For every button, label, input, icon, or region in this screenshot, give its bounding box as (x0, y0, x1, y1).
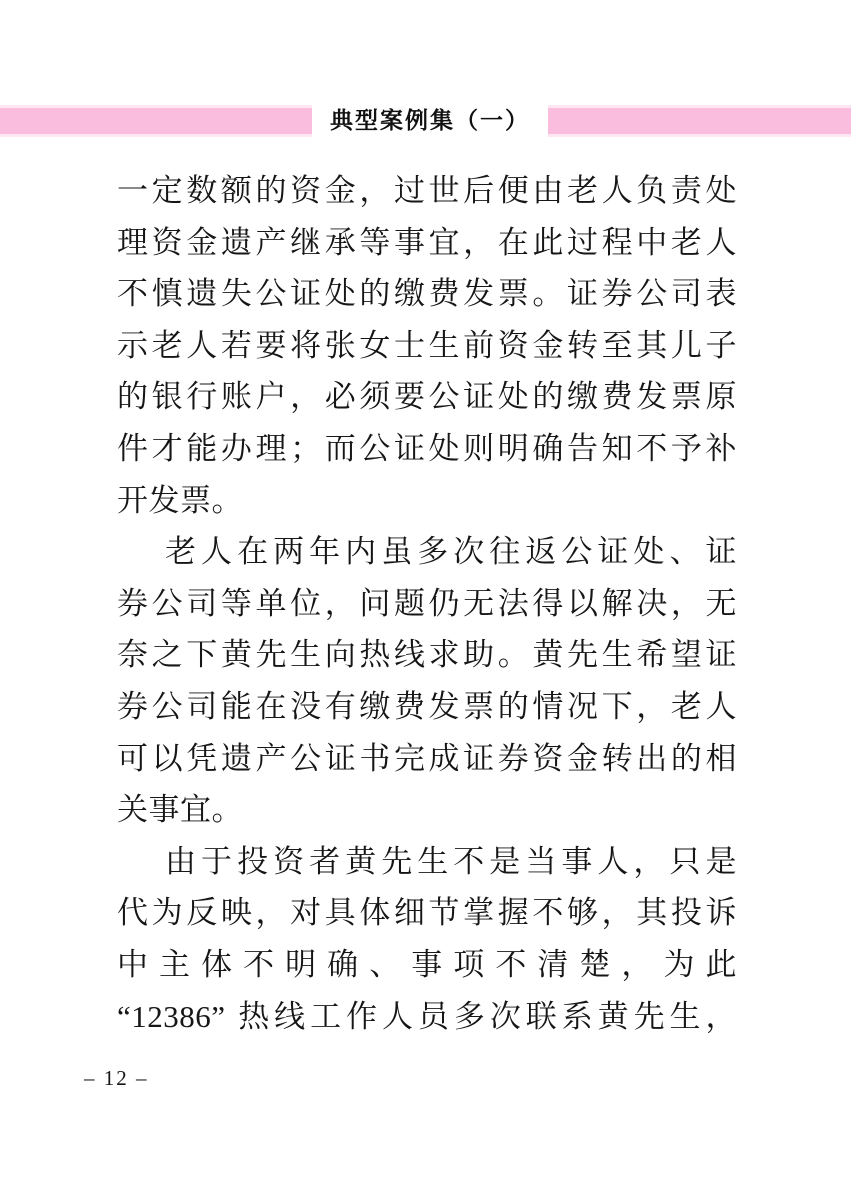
text-line: “12386” 热线工作人员多次联系黄先生， (117, 998, 737, 1034)
body-text (117, 165, 737, 1042)
text-line: 示老人若要将张女士生前资金转至其儿子 (117, 327, 737, 363)
text-line: 一定数额的资金，过世后便由老人负责处 (117, 173, 737, 208)
text-line: 老人在两年内虽多次往返公证处、证 (165, 534, 737, 570)
text-line: 的银行账户，必须要公证处的缴费发票原 (117, 379, 737, 415)
text-line: 由于投资者黄先生不是当事人，只是 (165, 843, 737, 879)
text-line: 代为反映，对具体细节掌握不够，其投诉 (117, 895, 737, 931)
text-line: 理资金遗产继承等事宜，在此过程中老人 (117, 224, 737, 260)
running-head-title: 典型案例集（一） (330, 108, 530, 133)
text-line: 开发票。 (117, 482, 243, 518)
text-line: 不慎遗失公证处的缴费发票。证券公司表 (117, 276, 737, 312)
running-head (0, 105, 851, 137)
text-line: 可以凭遗产公证书完成证券资金转出的相 (117, 740, 737, 776)
page-number: – 12 – (84, 1066, 149, 1090)
text-line: 券公司等单位，问题仍无法得以解决，无 (117, 585, 737, 621)
header-rule-right (548, 105, 851, 137)
header-rule-left (0, 105, 312, 137)
text-line: 券公司能在没有缴费发票的情况下，老人 (117, 688, 737, 724)
text-line: 关事宜。 (117, 792, 243, 828)
text-line: 件才能办理；而公证处则明确告知不予补 (117, 430, 737, 466)
text-line: 中主体不明确、事项不清楚，为此 (117, 946, 737, 982)
text-line: 奈之下黄先生向热线求助。黄先生希望证 (117, 637, 737, 673)
